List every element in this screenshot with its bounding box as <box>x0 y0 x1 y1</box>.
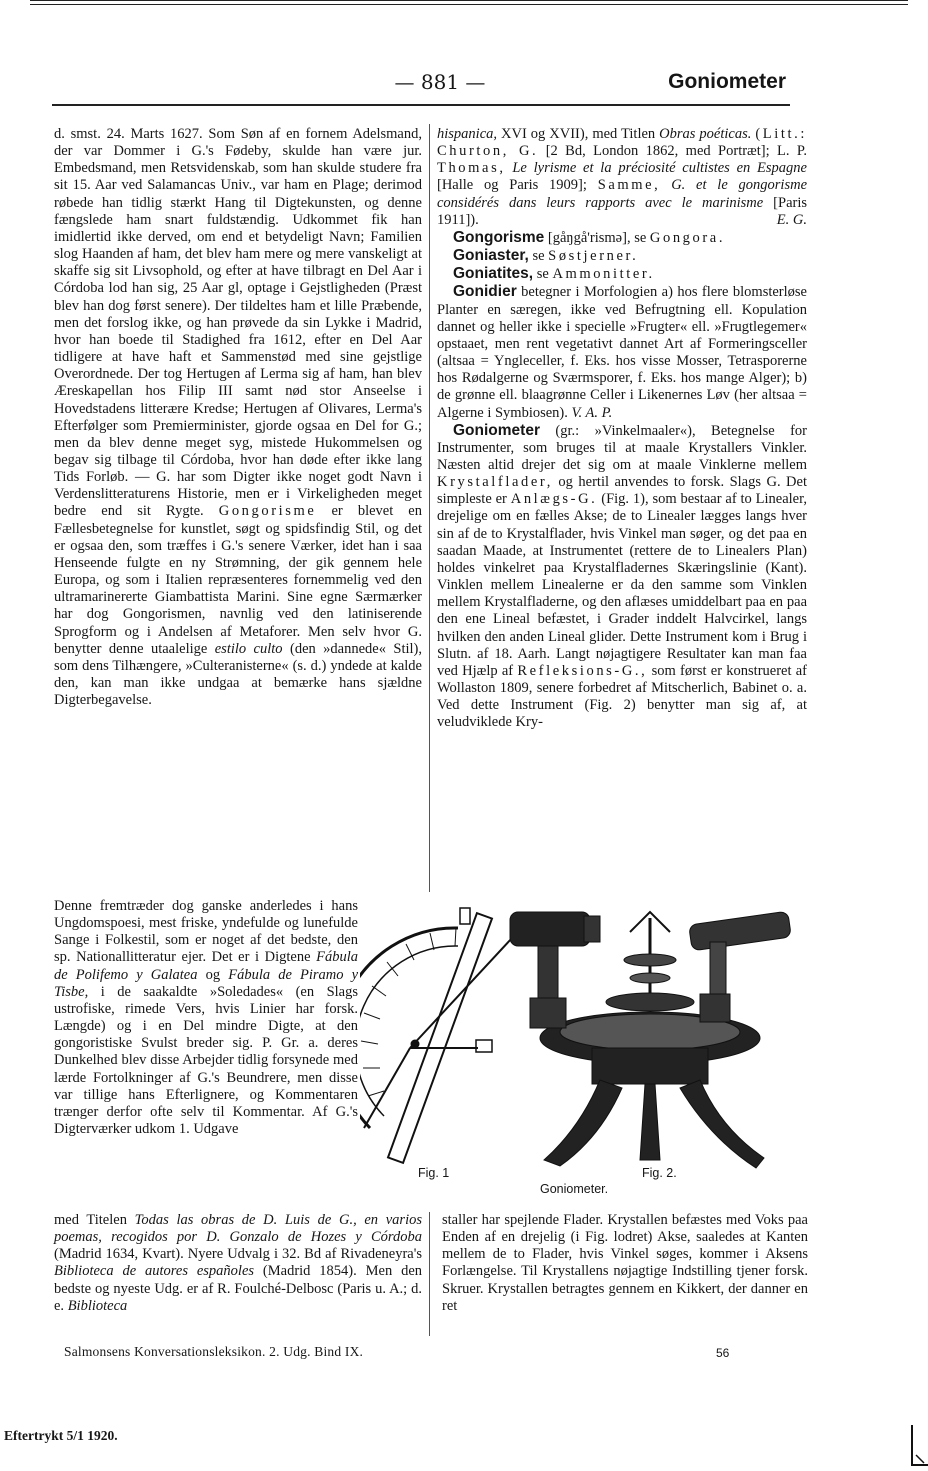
right-column-top <box>437 126 807 731</box>
g-et-le-gongorisme-title: G. et le gongorisme considérés dans leurs rapports avec le marinisme <box>437 177 808 211</box>
entry-goniometer <box>437 422 807 732</box>
narrow-og: og <box>205 966 221 983</box>
ref-sostjerner: Søstjerner. <box>548 248 639 265</box>
lemma-goniaster: Goniaster, <box>453 247 529 265</box>
column-divider-bottom <box>429 1212 430 1336</box>
entry-goniaster <box>437 247 807 265</box>
churton-author: Churton, G. <box>437 143 539 160</box>
lemma-gongorisme: Gongorisme <box>453 228 545 246</box>
goniometer-continuation: staller har spejlende Flader. Krystallen befæstes med Voks paa Enden af en drejelig (i Fig. lodret) Akse, saaledes at Kanten mellem de to Flader, hvis Vinkel søges, kommer i Aksens Forlængelse. Til Krystallens nøjagtige Indstilling tjener forsk. Skruer. Krystallen betragtes gennem en Kikkert, der danner en ret <box>442 1212 808 1314</box>
fabula-polifemo-title: Fábula de Polifemo y Galatea <box>54 949 358 983</box>
entry-goniatites <box>437 265 807 283</box>
lemma-goniometer: Goniometer <box>453 421 540 439</box>
narrow-text-a: Denne fremtræder dog ganske anderledes i hans Ungdomspoesi, mest friske, yndefulde og lunefulde Sange i Folkestil, som er noget af det bedste, den sp. Nationallitteratur ejer. Det er i Digtene <box>54 898 358 966</box>
running-head: Goniometer <box>668 70 786 93</box>
lemma-gonidier: Gonidier <box>453 283 517 301</box>
right-text-p1e: [Paris 1911]). <box>437 194 808 228</box>
entry-gongorisme <box>437 229 807 247</box>
narrow-text-b: i de saakaldte »Soledades« (en Slags ustrofiske, rimede Vers, hvis Linier har forsk. Længde) og i en Del mindre Digte, at den gongoristiske Svulst breder sig. P. Gr. a. deres Dunkelhed blev disse Arbejder tidlig forsynede med lærde Fortolkninger af G.'s Beundrere, men disse var tillige hans Efterlignere, og Kommentaren trænger derfor ofte selv til Kommentar. Af G.'s Digterværker udkom 1. Udgave <box>54 983 359 1138</box>
footer-source: Salmonsens Konversationsleksikon. 2. Udg. Bind IX. <box>64 1344 364 1359</box>
reprint-note: Eftertrykt 5/1 1920. <box>4 1428 118 1443</box>
left-bottom-paragraph <box>54 1212 422 1315</box>
le-lyrisme-title: Le lyrisme et la préciosité cultistes en Espagne <box>512 160 807 177</box>
left-text-2: er blevet en Fællesbetegnelse for kunstlet, søgt og spidsfindig Stil, og det er ogsaa den, som træffes i G.'s senere Værker, idet han i saa Henseende fulgte en ny Strømning, der gik gennem hele Europa, og som i Italien repræsenteres fornemmelig ved den ultramarinererte Giambattista Marini. Sine egne Særmærker har dog Gongorismen, navnlig ved den latiniserende Sprogform og i Andelsen af Metaforer. Men selv hvor G. benytter denne utaalelige <box>54 503 422 657</box>
goniaster-se: se <box>532 248 545 265</box>
gongora-literature-paragraph <box>437 126 807 229</box>
corner-bracket-mark <box>898 1425 928 1471</box>
left-column-top <box>54 126 422 709</box>
samme-label: Samme, <box>597 177 661 194</box>
biblioteca-title: Biblioteca <box>67 1297 128 1314</box>
goniometer-text-c: (Fig. 1), som bestaar af to Linealer, drejelige om en fælles Akse; de to Linealer lægges langs hver sin af de to Krystalflader, hvis Vinkel man søger, og det paa en saadan Maade, at Instrumentet (rettere de to Linealers Plan) holdes vinkelret paa Krystalfladernes Skæringslinie (Kant). Vinklen mellem Linealerne er da den samme som Vinklen mellem Krystalfladerne, og den aflæses umiddelbart paa en paa den ene Lineal befæstet, i Grader inddelt Halvcirkel, langs hvilken den anden Lineal glider. Dette Instrument kom i Brug i Slutn. af 18. Aarh. Langt nøjagtigere Resultater kan man faa ved Hjælp af <box>437 491 807 679</box>
left-text-3: (den »dannede« Stil), som dens Tilhængere, »Culteranisterne« (s. d.) yndede at kalde den, kan man ikke undgaa at bemærke hans sjældne Digterbegavelse. <box>54 640 422 709</box>
contact-goniometer-drawing <box>360 908 512 1163</box>
column-divider-top <box>429 124 430 892</box>
signature-vap: V. A. P. <box>571 404 613 421</box>
top-border-rule <box>30 0 908 5</box>
fig1-label: Fig. 1 <box>418 1166 450 1180</box>
signature-number: 56 <box>716 1346 730 1360</box>
estilo-culto-italic: estilo culto <box>214 640 283 657</box>
fig2-label: Fig. 2. <box>642 1166 677 1180</box>
gongorisme-spaced: Gongorisme <box>218 503 317 520</box>
ref-ammonitter: Ammonitter. <box>552 266 655 283</box>
left-narrow-paragraph <box>54 898 358 1138</box>
bottom-text-c: (Madrid 1854). Men den bedste og nyeste Udg. er af R. Foulché-Delbosc (Paris u. A.; d. e. <box>54 1263 423 1314</box>
page-number: — 881 — <box>394 70 486 94</box>
right-text-p1c: [2 Bd, London 1862, med Portræt]; L. P. <box>545 143 807 160</box>
right-text-p1a: XVI og XVII), med Titlen <box>501 126 656 142</box>
left-column-bottom <box>54 1212 422 1315</box>
header-rule <box>52 104 790 106</box>
goniatites-se: se <box>536 266 549 283</box>
signature-eg: E. G. <box>776 211 807 228</box>
bottom-text-a: med Titelen <box>54 1212 127 1228</box>
right-text-p1d: [Halle og Paris 1909]; <box>437 177 587 194</box>
ref-gongora: Gongora. <box>649 229 726 246</box>
entry-gonidier <box>437 283 807 421</box>
refleksions-spaced: Refleksions-G., <box>517 662 648 679</box>
right-column-bottom <box>442 1212 808 1315</box>
lemma-goniatites: Goniatites, <box>453 265 534 283</box>
goniometer-text-b: og hertil anvendes to forsk. Slags G. Det simpleste er <box>437 474 807 508</box>
hispanica-italic: hispanica, <box>437 126 498 142</box>
fabula-piramo-title: Fábula de Piramo y Tisbe, <box>54 966 359 1000</box>
obras-poeticas-italic: Obras poéticas. <box>659 126 752 142</box>
thomas-author: Thomas, <box>437 160 506 177</box>
left-paragraph <box>54 126 422 709</box>
goniometer-illustration <box>360 898 810 1198</box>
reflecting-goniometer-drawing <box>510 911 791 1168</box>
gongorisme-pron: [gåŋgå'rismə], se <box>547 229 647 246</box>
krystalflader-spaced: Krystalflader, <box>437 474 553 491</box>
gonidier-text: betegner i Morfologien a) hos flere blomsterløse Planter en særegen, ikke ved Befrugtning ell. Kopulation dannet og heller ikke i specielle »Frugter« ell. »Frugtlegemer« opstaaet, men rent vegetativt dannet Art af Formeringsceller (altsaa = Yngleceller, f. Eks. hos visse Mosser, Tetrasporerne hos Rødalgerne og Sværmsporer, f. Eks. hos mange Alger); b) de grønne ell. blaagrønne Celler i Likenernes Løv (her altsaa = Algerne i Symbiosen). <box>437 284 807 421</box>
bottom-text-b: (Madrid 1634, Kvart). Nyere Udvalg i 32. Bd af Rivadeneyra's <box>54 1246 422 1263</box>
todas-las-obras-title: Todas las obras de D. Luis de G., en varios poemas, recogidos por D. Gonzalo de Hozes y Córdoba <box>54 1212 422 1246</box>
anlaegs-spaced: Anlægs-G. <box>510 491 598 508</box>
goniometer-text-d: som først er konstrueret af Wollaston 1809, senere forbedret af Mitscherlich, Babinet o. a. Ved dette Instrument (Fig. 2) benytter man sig af, at veludviklede Kry- <box>437 662 808 731</box>
figure-caption: Goniometer. <box>540 1182 609 1196</box>
goniometer-figure <box>360 898 810 1198</box>
litt-label: (Litt.: <box>755 126 807 142</box>
biblioteca-autores-title: Biblioteca de autores españoles <box>54 1263 255 1280</box>
goniometer-text-a: (gr.: »Vinkelmaaler«), Betegnelse for Instrumenter, som bruges til at maale Krystallers Vinkler. Næsten altid drejer det sig om at maale Vinklerne mellem <box>437 422 807 473</box>
left-column-narrow <box>54 898 358 1138</box>
left-text-1: d. smst. 24. Marts 1627. Som Søn af en fornem Adelsmand, der var Dommer i G.'s Fødeby, skulde han være jur. Embedsmand, men Retsvidenskab, som han skulde studere fra sit 15. Aar ved Salamancas Univ., var ham en Plage; derimod røbede han tidlig stærkt Hang til Digtekunsten, og denne fængslede ham snart fuldstændig. Udkommet fik han imidlertid ikke derved, om end et betydeligt Navn; Familien slog Haanden af ham, det blev ham mere og mere vanskeligt at skaffe sig sit Livsophold, og efter at have tilbragt en Del Aar i Córdoba lod han sig, 25 Aar gl, optage i Gejstligheden (Præst blev han dog først senere). Der tildeltes ham et lille Præbende, men det forslog ikke, og han prøvede da sin Lykke i Madrid, hvor han boede til Stadighed fra 1612, efter en Del Aar tidligere at have haft et Sammenstød med sine gejstlige Overordnede. Der tog Hertugen af Lerma sig af ham, han blev Æreskapellan hos Filip III samt nød stor Anseelse i Hovedstadens litterære Kredse; Hertugen af Olivares, Lerma's Efterfølger som Premierminister, gjorde ogsaa en Del for G.; men da blev denne meget syg, mistede Hukommelsen og begav sig tilbage til Córdoba, hvor han døde efter ikke lang Tids Forløb. — G. har som Digter ikke noget godt Navn i Verdenslitteraturens Historie, men er i Virkeligheden meget bedre end sit Rygte. <box>54 126 422 520</box>
